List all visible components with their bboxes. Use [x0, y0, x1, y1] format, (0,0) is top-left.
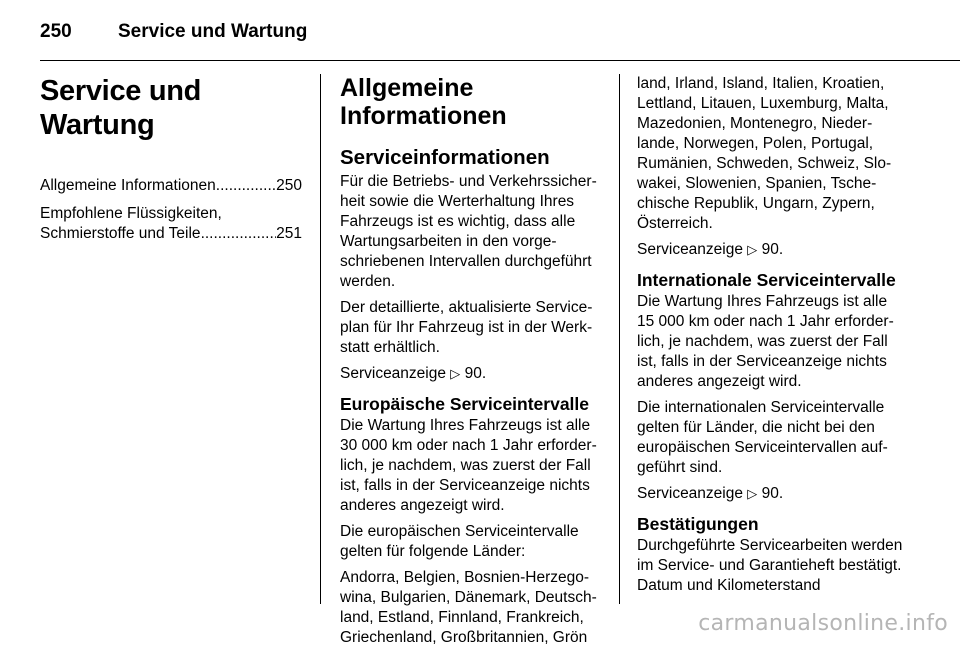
reference-arrow-icon: ▷ [747, 486, 758, 501]
section-heading-general-info: Allgemeine Informationen [340, 74, 507, 130]
header-rule [40, 60, 960, 61]
reference-arrow-icon: ▷ [747, 242, 758, 257]
subheading-international-intervals: Internationale Serviceintervalle [637, 270, 896, 290]
paragraph-service-intro: Für die Betriebs- und Verkehrssicherheit sowie die Werterhaltung Ihres Fahrzeugs ist es wichtig, dass alle Wartungsarbeiten in den vorgeschriebenen Intervallen durchgeführt werden. [340, 173, 597, 290]
subheading-european-intervals: Europäische Serviceintervalle [340, 394, 590, 414]
cross-reference-service-display[interactable]: Serviceanzeige ▷ 90. [637, 485, 784, 502]
column-divider-1 [320, 74, 321, 604]
toc-column [40, 74, 302, 252]
toc-entry-fluids[interactable] [40, 204, 302, 244]
page-header [40, 14, 920, 50]
running-title: Service und Wartung [118, 21, 308, 42]
cross-reference-service-display[interactable]: Serviceanzeige ▷ 90. [637, 241, 784, 258]
paragraph-international-interval: Die Wartung Ihres Fahrzeugs ist alle 15 000 km oder nach 1 Jahr erforderlich, je nachdem, was zuerst der Fall ist, falls in der Serviceanzeige nichts anderes angezeigt wird. [637, 293, 894, 390]
paragraph-country-list-continued: land, Irland, Island, Italien, Kroatien, Lettland, Litauen, Luxemburg, Malta, Mazedonien, Montenegro, Niederlande, Norwegen, Polen, Portugal, Rumänien, Schweden, Schweiz, Slowakei, Slowenien, Spanien, Tschechische Republik, Ungarn, Zypern, Österreich. [637, 75, 892, 232]
column-divider-2 [619, 74, 620, 604]
paragraph-service-plan: Der detaillierte, aktualisierte Serviceplan für Ihr Fahrzeug ist in der Werkstatt erhältlich. [340, 299, 593, 356]
paragraph-european-interval: Die Wartung Ihres Fahrzeugs ist alle 30 000 km oder nach 1 Jahr erforderlich, je nachdem, was zuerst der Fall ist, falls in der Serviceanzeige nichts anderes angezeigt wird. [340, 417, 597, 514]
paragraph-confirmations: Durchgeführte Servicearbeiten werden im Service- und Garantieheft bestätigt. Datum und Kilometerstand [637, 537, 903, 594]
toc-entry-general-info[interactable] [40, 176, 302, 196]
subheading-confirmations: Bestätigungen [637, 514, 759, 534]
subheading-service-info: Serviceinformationen [340, 146, 550, 169]
content-column-2 [637, 74, 905, 602]
watermark: carmanualsonline.info [698, 611, 948, 636]
toc-leader-dots [216, 176, 276, 196]
toc-page-number: 250 [276, 177, 302, 194]
chapter-title: Service und Wartung [40, 75, 202, 141]
cross-reference-service-display[interactable]: Serviceanzeige ▷ 90. [340, 365, 487, 382]
paragraph-country-list: Andorra, Belgien, Bosnien-Herzegowina, Bulgarien, Dänemark, Deutschland, Estland, Finnland, Frankreich, Griechenland, Großbritannien, Grön [340, 569, 597, 646]
reference-arrow-icon: ▷ [450, 366, 461, 381]
toc-leader-dots [201, 224, 277, 244]
toc-entry-text: Schmierstoffe und Teile [40, 225, 201, 242]
toc-page-number: 251 [276, 225, 302, 242]
paragraph-european-validity: Die europäischen Serviceintervalle gelten für folgende Länder: [340, 523, 579, 560]
paragraph-international-validity: Die internationalen Serviceintervalle gelten für Länder, die nicht bei den europäischen Serviceintervallen aufgeführt sind. [637, 399, 888, 476]
toc-entry-text-line1: Empfohlene Flüssigkeiten, [40, 205, 222, 222]
toc-entry-text: Allgemeine Informationen [40, 177, 216, 194]
content-column-1 [340, 74, 602, 654]
page-number: 250 [40, 21, 72, 42]
